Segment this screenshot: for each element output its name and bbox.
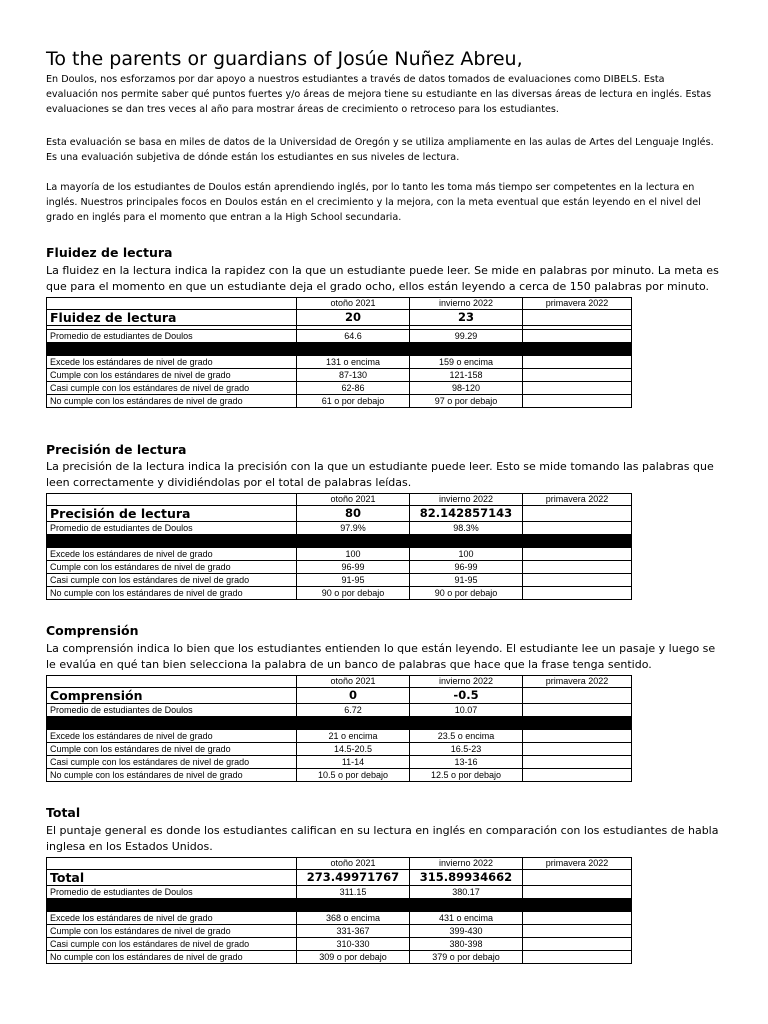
intro-paragraph-1: En Doulos, nos esforzamos por dar apoyo a nuestros estudiantes a través de datos tomados de evaluaciones como DIBELS. Esta evaluación nos permite saber qué puntos fuertes y/o áreas de mejora tiene su estudiante en las diversas áreas de lectura en inglés. Estas evaluaciones se dan tres veces al año para mostrar áreas de crecimiento o retroceso para los estudiantes. [46,74,712,115]
benchmark-value: 62-86 [297,382,410,395]
separator-band [47,343,632,356]
score-label: Fluidez de lectura [47,310,297,326]
table-header-row [47,298,632,310]
benchmark-value: 21 o encima [297,730,410,743]
benchmark-value [523,743,632,756]
score-label: Total [47,870,297,886]
benchmark-value: 368 o encima [297,912,410,925]
row-label: Cumple con los estándares de nivel de grado [47,561,297,574]
column-header: otoño 2021 [297,858,410,870]
benchmark-value: 90 o por debajo [410,587,523,600]
benchmark-value: 11-14 [297,756,410,769]
benchmark-value: 310-330 [297,938,410,951]
table-corner-cell [47,676,297,688]
benchmark-value [523,356,632,369]
row-label: Cumple con los estándares de nivel de grado [47,925,297,938]
row-label: Cumple con los estándares de nivel de grado [47,369,297,382]
column-header: primavera 2022 [523,858,632,870]
section-description: La precisión de la lectura indica la precisión con la que un estudiante puede leer. Esto se mide tomando las palabras que leen correctamente y dividiéndolas por el total de palabras leídas. [46,460,714,489]
benchmark-value: 399-430 [410,925,523,938]
benchmark-row [47,951,632,964]
section-heading: Comprensión [46,623,139,638]
benchmark-value: 331-367 [297,925,410,938]
intro-paragraph-2: Esta evaluación se basa en miles de datos de la Universidad de Oregón y se utiliza ampliamente en las aulas de Artes del Lenguaje Inglés. Es una evaluación subjetiva de dónde están los estudiantes en sus niveles de lectura. [46,137,714,163]
benchmark-value: 90 o por debajo [297,587,410,600]
benchmark-value: 131 o encima [297,356,410,369]
benchmark-value: 91-95 [410,574,523,587]
column-header: primavera 2022 [523,298,632,310]
doulos-average-row [47,704,632,717]
column-header: invierno 2022 [410,858,523,870]
row-label: No cumple con los estándares de nivel de grado [47,951,297,964]
benchmark-value [523,938,632,951]
row-label: Excede los estándares de nivel de grado [47,356,297,369]
section-description: La fluidez en la lectura indica la rapidez con la que un estudiante puede leer. Se mide en palabras por minuto. La meta es que para el momento en que un estudiante deja el grado ocho, ellos están leyendo a cerca de 150 palabras por minuto. [46,264,719,293]
benchmark-value: 96-99 [297,561,410,574]
benchmark-value: 13-16 [410,756,523,769]
average-value: 98.3% [410,522,523,535]
benchmark-value [523,925,632,938]
row-label: Promedio de estudiantes de Doulos [47,330,297,343]
benchmark-value: 14.5-20.5 [297,743,410,756]
row-label: No cumple con los estándares de nivel de grado [47,769,297,782]
row-label: Promedio de estudiantes de Doulos [47,704,297,717]
benchmark-value: 121-158 [410,369,523,382]
score-label: Comprensión [47,688,297,704]
benchmark-value: 309 o por debajo [297,951,410,964]
score-table [46,675,632,782]
column-header: otoño 2021 [297,494,410,506]
student-score: -0.5 [410,688,523,704]
average-value: 6.72 [297,704,410,717]
student-score: 273.49971767 [297,870,410,886]
table-header-row [47,858,632,870]
average-value [523,330,632,343]
benchmark-value: 10.5 o por debajo [297,769,410,782]
benchmark-value [523,912,632,925]
benchmark-row [47,548,632,561]
benchmark-value [523,756,632,769]
average-value [523,522,632,535]
row-label: Casi cumple con los estándares de nivel de grado [47,938,297,951]
benchmark-row [47,938,632,951]
row-label: Casi cumple con los estándares de nivel de grado [47,382,297,395]
row-label: Promedio de estudiantes de Doulos [47,886,297,899]
section-heading: Fluidez de lectura [46,245,173,260]
student-score: 23 [410,310,523,326]
column-header: primavera 2022 [523,676,632,688]
column-header: invierno 2022 [410,676,523,688]
table-header-row [47,494,632,506]
average-value [523,886,632,899]
score-table [46,857,632,964]
benchmark-row [47,756,632,769]
column-header: otoño 2021 [297,298,410,310]
student-score [523,506,632,522]
benchmark-value: 100 [297,548,410,561]
benchmark-value: 97 o por debajo [410,395,523,408]
average-value: 97.9% [297,522,410,535]
benchmark-value: 16.5-23 [410,743,523,756]
student-score [523,870,632,886]
benchmark-row [47,561,632,574]
benchmark-row [47,730,632,743]
benchmark-row [47,369,632,382]
table-corner-cell [47,858,297,870]
benchmark-value [523,574,632,587]
benchmark-value [523,769,632,782]
column-header: invierno 2022 [410,298,523,310]
benchmark-value: 379 o por debajo [410,951,523,964]
doulos-average-row [47,886,632,899]
section-description: La comprensión indica lo bien que los estudiantes entienden lo que están leyendo. El estudiante lee un pasaje y luego se le evalúa en qué tan bien selecciona la palabra de un banco de palabras que hace que la frase tenga sentido. [46,642,716,671]
row-label: Excede los estándares de nivel de grado [47,912,297,925]
benchmark-row [47,925,632,938]
letter-title: To the parents or guardians of Josúe Nuñez Abreu, [46,48,523,70]
benchmark-row [47,356,632,369]
student-score-row [47,688,632,704]
benchmark-value [523,951,632,964]
student-score-row [47,870,632,886]
doulos-average-row [47,522,632,535]
row-label: Casi cumple con los estándares de nivel de grado [47,756,297,769]
table-corner-cell [47,298,297,310]
score-label: Precisión de lectura [47,506,297,522]
benchmark-value: 91-95 [297,574,410,587]
benchmark-value [523,587,632,600]
benchmark-row [47,769,632,782]
average-value: 311.15 [297,886,410,899]
benchmark-value [523,382,632,395]
benchmark-value: 12.5 o por debajo [410,769,523,782]
benchmark-value: 61 o por debajo [297,395,410,408]
benchmark-row [47,743,632,756]
row-label: No cumple con los estándares de nivel de grado [47,395,297,408]
benchmark-row [47,574,632,587]
benchmark-value [523,395,632,408]
benchmark-row [47,587,632,600]
row-label: No cumple con los estándares de nivel de grado [47,587,297,600]
row-label: Excede los estándares de nivel de grado [47,548,297,561]
column-header: invierno 2022 [410,494,523,506]
doulos-average-row [47,330,632,343]
benchmark-row [47,382,632,395]
benchmark-value [523,548,632,561]
student-score: 315.89934662 [410,870,523,886]
student-score: 82.142857143 [410,506,523,522]
section-heading: Precisión de lectura [46,442,187,457]
row-label: Excede los estándares de nivel de grado [47,730,297,743]
student-score: 80 [297,506,410,522]
average-value: 10.07 [410,704,523,717]
student-score-row [47,506,632,522]
benchmark-value: 431 o encima [410,912,523,925]
intro-paragraph-3: La mayoría de los estudiantes de Doulos están aprendiendo inglés, por lo tanto les toma más tiempo ser competentes en la lectura en inglés. Nuestros principales focos en Doulos están en el crecimiento y la mejora, con la meta eventual que están leyendo en el nivel del grado en inglés para el momento que entran a la High School secundaria. [46,182,701,223]
average-value: 64.6 [297,330,410,343]
student-score [523,688,632,704]
row-label: Casi cumple con los estándares de nivel de grado [47,574,297,587]
benchmark-value: 100 [410,548,523,561]
section-heading: Total [46,805,81,820]
separator-band [47,899,632,912]
row-label: Cumple con los estándares de nivel de grado [47,743,297,756]
benchmark-value: 23.5 o encima [410,730,523,743]
benchmark-value [523,369,632,382]
benchmark-row [47,912,632,925]
row-label: Promedio de estudiantes de Doulos [47,522,297,535]
student-score-row [47,310,632,326]
student-score: 20 [297,310,410,326]
section-description: El puntaje general es donde los estudiantes califican en su lectura en inglés en comparación con los estudiantes de habla inglesa en los Estados Unidos. [46,824,719,853]
student-score [523,310,632,326]
separator-band [47,535,632,548]
student-score: 0 [297,688,410,704]
score-table [46,297,632,408]
benchmark-value: 98-120 [410,382,523,395]
table-corner-cell [47,494,297,506]
score-table [46,493,632,600]
benchmark-row [47,395,632,408]
average-value: 380.17 [410,886,523,899]
benchmark-value: 87-130 [297,369,410,382]
table-header-row [47,676,632,688]
benchmark-value: 96-99 [410,561,523,574]
average-value: 99.29 [410,330,523,343]
column-header: otoño 2021 [297,676,410,688]
column-header: primavera 2022 [523,494,632,506]
benchmark-value: 380-398 [410,938,523,951]
average-value [523,704,632,717]
benchmark-value: 159 o encima [410,356,523,369]
separator-band [47,717,632,730]
benchmark-value [523,730,632,743]
benchmark-value [523,561,632,574]
